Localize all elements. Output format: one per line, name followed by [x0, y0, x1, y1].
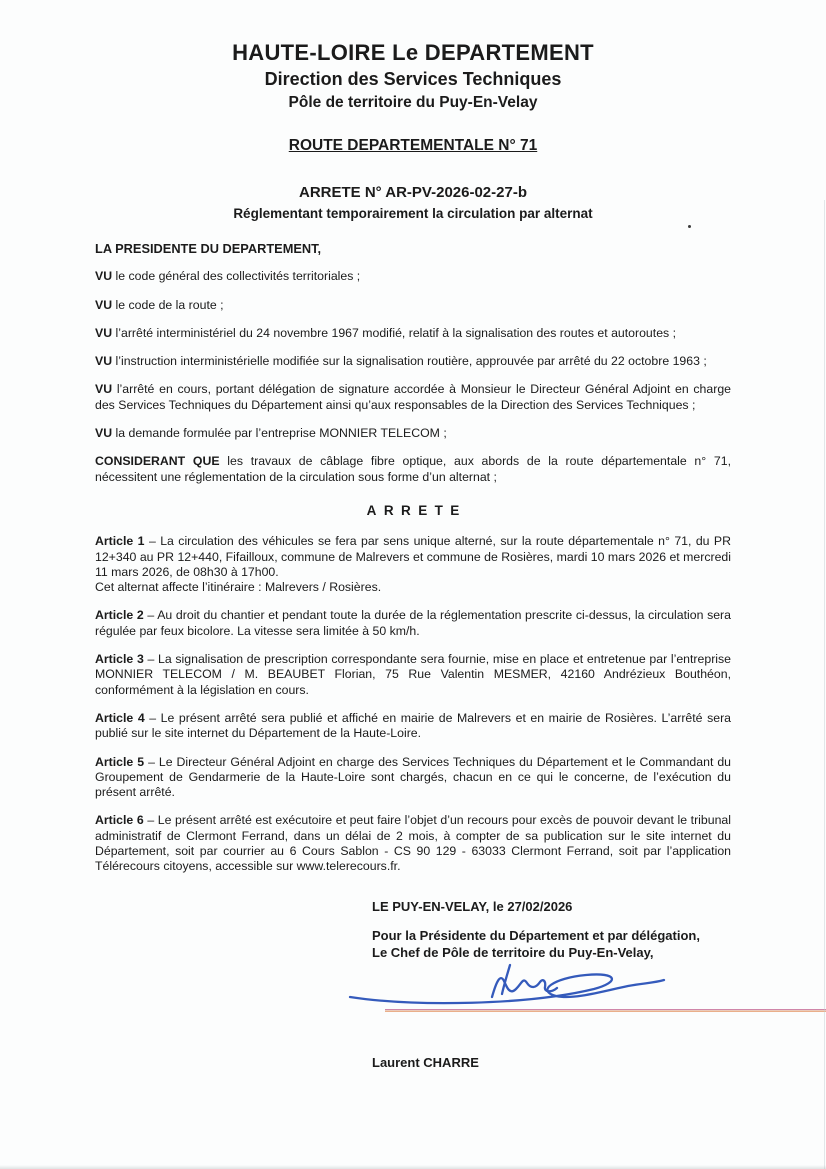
recital-text: le code de la route ; [115, 297, 224, 312]
recital-vu-5 [95, 382, 731, 413]
delegation-line-1: Pour la Présidente du Département et par délégation, [372, 928, 700, 944]
scan-right-edge [824, 200, 825, 1169]
department-title: HAUTE-LOIRE Le DEPARTEMENT [232, 40, 594, 65]
road-title: ROUTE DEPARTEMENTALE N° 71 [288, 137, 538, 154]
pole-subtitle: Pôle de territoire du Puy-En-Velay [288, 94, 538, 111]
recital-considerant [95, 454, 731, 485]
article-4 [95, 711, 731, 742]
document-content [95, 0, 731, 1072]
recital-vu-1 [95, 269, 731, 284]
article-6 [95, 813, 731, 874]
article-label: Article 3 [95, 652, 144, 667]
article-label: Article 4 [95, 710, 145, 725]
article-text: – La circulation des véhicules se fera par sens unique alterné, sur la route départementale n° 71, du PR 12+340 au PR 12+440, Fifailloux, commune de Malrevers et commune de Rosières, mardi 10 mars 2026 et mercredi 11 mars 2026, de 08h30 à 17h00. [95, 534, 732, 579]
recital-label: VU [95, 325, 113, 340]
signature-area [346, 963, 731, 1023]
recital-label: CONSIDERANT QUE [95, 454, 220, 469]
article-label: Article 5 [95, 754, 145, 769]
recital-text: l’instruction interministérielle modifiée sur la signalisation routière, approuvée par arrêté du 22 octobre 1963 ; [115, 354, 707, 369]
delegation-line-2: Le Chef de Pôle de territoire du Puy-En-Velay, [372, 944, 654, 960]
article-text: – Le Directeur Général Adjoint en charge des Services Techniques du Département et le Commandant du Groupement de Gendarmerie de la Haute-Loire sont chargés, chacun en ce qui le concerne, de l’exécution du présent arrêté. [95, 754, 732, 800]
recital-label: VU [95, 354, 113, 369]
scan-bottom-edge [0, 1165, 826, 1169]
recital-vu-3 [95, 326, 731, 341]
article-text: – Le présent arrêté est exécutoire et peut faire l’objet d’un recours pour excès de pouvoir devant le tribunal administratif de Clermont Ferrand, dans un délai de 2 mois, à compter de sa publication sur le site internet du Département, soit par courrier au 6 Cours Sablon - CS 90 129 - 63033 Clermont Ferrand, soit par l’application Télérecours citoyens, accessible sur www.telerecours.fr. [95, 813, 731, 874]
article-3 [95, 652, 731, 698]
article-2 [95, 608, 731, 639]
direction-subtitle: Direction des Services Techniques [264, 69, 562, 89]
arrete-subtitle: Réglementant temporairement la circulation par alternat [233, 206, 593, 221]
handwritten-signature-icon [346, 959, 670, 1015]
place-date: LE PUY-EN-VELAY, le 27/02/2026 [372, 898, 573, 914]
article-label: Article 6 [95, 813, 144, 828]
article-text: – Le présent arrêté sera publié et affiché en mairie de Malrevers et en mairie de Rosières. L’arrêté sera publié sur le site internet du Département de la Haute-Loire. [95, 710, 732, 741]
article-text-line2: Cet alternat affecte l’itinéraire : Malrevers / Rosières. [95, 580, 382, 595]
article-label: Article 1 [95, 534, 145, 549]
signatory-name: Laurent CHARRE [372, 1055, 479, 1071]
recital-vu-2 [95, 298, 731, 313]
recital-vu-6 [95, 426, 731, 441]
article-label: Article 2 [95, 608, 144, 623]
recital-label: VU [95, 297, 113, 312]
article-text: – Au droit du chantier et pendant toute la durée de la réglementation prescrite ci-dessus, la circulation sera régulée par feux bicolore. La vitesse sera limitée à 50 km/h. [95, 608, 731, 638]
recital-text: l’arrêté interministériel du 24 novembre 1967 modifié, relatif à la signalisation des routes et autoroutes ; [115, 325, 677, 340]
arrete-number: ARRETE N° AR-PV-2026-02-27-b [298, 184, 527, 201]
recital-text: le code général des collectivités territoriales ; [115, 269, 361, 284]
arrete-section-heading: ARRETE [366, 502, 467, 518]
article-1 [95, 534, 731, 595]
recital-label: VU [95, 382, 113, 397]
recital-text: la demande formulée par l’entreprise MONNIER TELECOM ; [115, 426, 447, 441]
article-5 [95, 755, 731, 801]
opening-line: LA PRESIDENTE DU DEPARTEMENT, [95, 241, 322, 256]
red-scan-artifact-line [385, 1009, 826, 1012]
recital-label: VU [95, 269, 113, 284]
recital-label: VU [95, 426, 113, 441]
closing-block [372, 899, 731, 1072]
article-text: – La signalisation de prescription correspondante sera fournie, mise en place et entretenue par l’entreprise MONNIER TELECOM / M. BEAUBET Florian, 75 Rue Valentin MESMER, 42160 Andrézieux Bouthéon, conformément à la législation en cours. [95, 652, 732, 697]
recital-vu-4 [95, 354, 731, 369]
ink-speck-artifact [688, 225, 691, 228]
document-body [95, 241, 731, 875]
document-header [95, 0, 731, 221]
recital-text: les travaux de câblage fibre optique, aux abords de la route départementale n° 71, nécessitent une réglementation de la circulation sous forme d’un alternat ; [95, 454, 731, 484]
recital-text: l’arrêté en cours, portant délégation de signature accordée à Monsieur le Directeur Général Adjoint en charge des Services Techniques du Département ainsi qu’aux responsables de la Direction des Services Techniques ; [95, 382, 731, 412]
